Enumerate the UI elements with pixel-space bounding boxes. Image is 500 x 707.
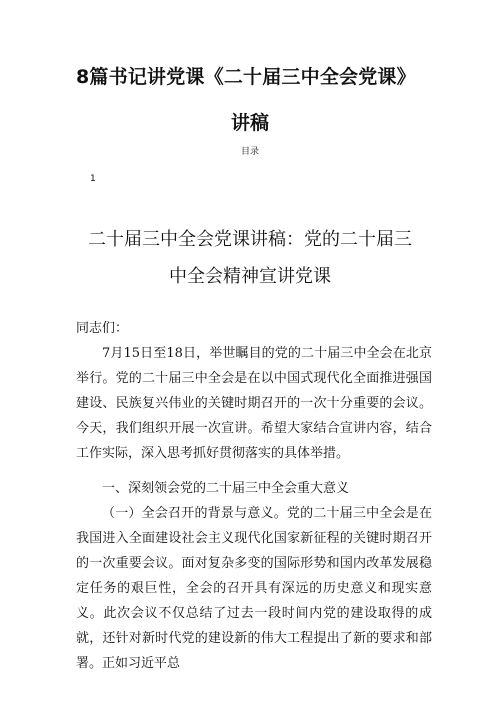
- greeting: 同志们：: [76, 321, 129, 336]
- table-of-contents-label: 目录: [240, 147, 259, 157]
- document-title: 8篇书记讲党课《二十届三中全会党课》: [76, 66, 416, 88]
- section-title: 二十届三中全会党课讲稿：党的二十届三: [88, 229, 412, 250]
- body-text: [76, 316, 432, 676]
- paragraph-background: （一）全会召开的背景与意义。党的二十届三中全会是在我国进入全面建设社会主义现代化国家新征程的关键时期召开的一次重要会议。面对复杂多变的国际形势和国内改革发展稳定任务的艰巨性，全会的召开具有深远的历史意义和现实意义。此次会议不仅总结了过去一段时间内党的建设取得的成就，还针对新时代党的建设新的伟大工程提出了新的要求和部署。正如习近平总: [76, 506, 432, 671]
- document-title-continued: 讲稿: [230, 112, 269, 134]
- paragraph-opening: 7月15日至18日，举世瞩目的党的二十届三中全会在北京举行。党的二十届三中全会是在以中国式现代化全面推进强国建设、民族复兴伟业的关键时期召开的一次十分重要的会议。今天，我们组织开展一次宣讲。希望大家结合宣讲内容，结合工作实际，深入思考抓好贯彻落实的具体举措。: [76, 346, 432, 461]
- heading-part-one: 一、深刻领会党的二十届三中全会重大意义: [102, 481, 350, 496]
- section-title-continued: 中全会精神宣讲党课: [169, 266, 331, 287]
- toc-entry-number: 1: [90, 174, 96, 184]
